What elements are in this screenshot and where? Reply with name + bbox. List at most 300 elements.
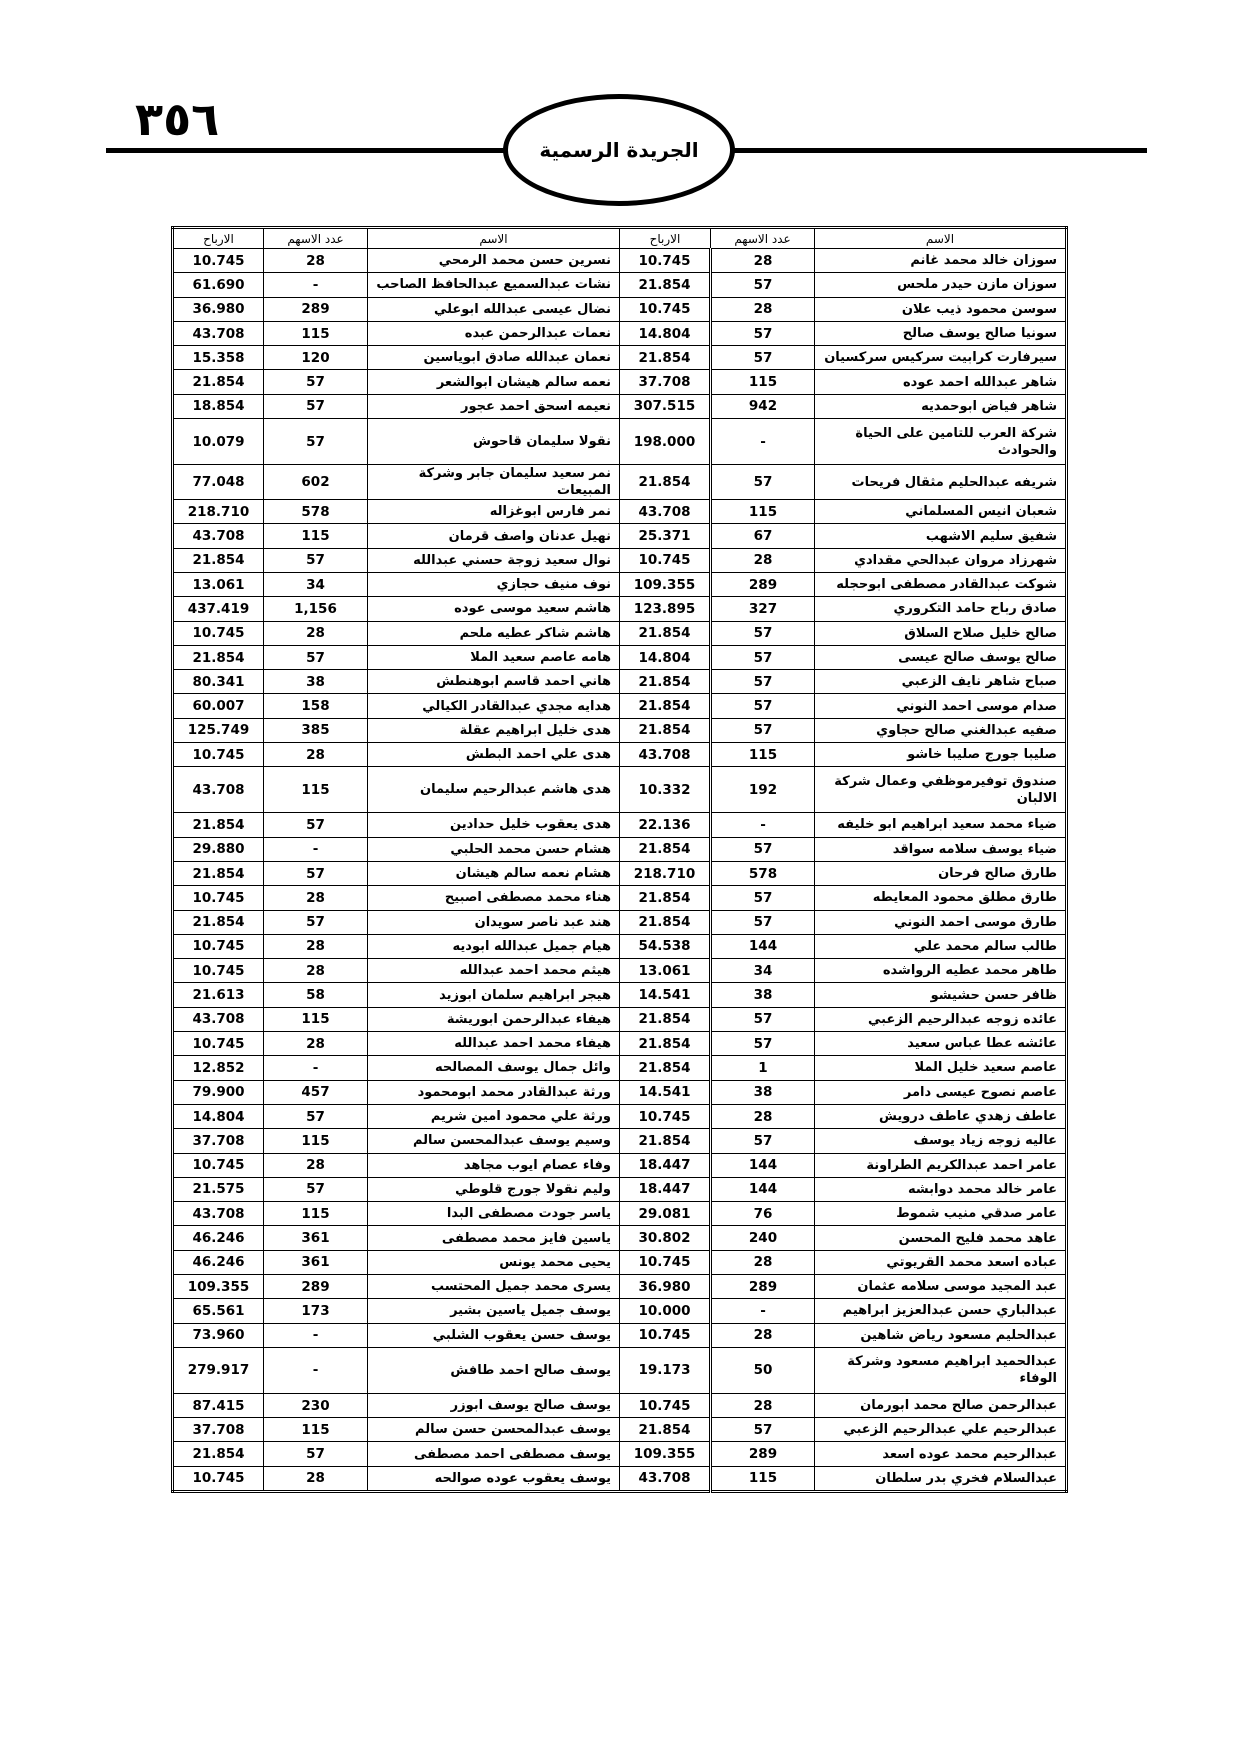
profits-cell: 65.561 xyxy=(173,1299,264,1323)
profits-cell: 15.358 xyxy=(173,346,264,370)
shares-cell: 58 xyxy=(264,983,368,1007)
name-cell: يوسف صالح احمد طافش xyxy=(368,1347,620,1393)
profits-cell: 21.854 xyxy=(173,1442,264,1466)
shares-cell: 115 xyxy=(264,1418,368,1442)
profits-cell: 46.246 xyxy=(173,1250,264,1274)
profits-cell: 36.980 xyxy=(620,1274,711,1298)
shares-cell: - xyxy=(711,1299,815,1323)
profits-cell: 18.854 xyxy=(173,394,264,418)
profits-cell: 36.980 xyxy=(173,297,264,321)
shares-cell: 28 xyxy=(711,297,815,321)
shares-cell: 57 xyxy=(711,1129,815,1153)
name-cell: نعمات عبدالرحمن عبده xyxy=(368,321,620,345)
table-row xyxy=(173,670,1067,694)
table-row xyxy=(173,886,1067,910)
profits-cell: 14.804 xyxy=(620,645,711,669)
shares-cell: 57 xyxy=(711,837,815,861)
name-cell: سوسن محمود ذيب علان xyxy=(815,297,1067,321)
name-cell: سيرفارت كرابيت سركيس سركسيان xyxy=(815,346,1067,370)
shares-cell: 1,156 xyxy=(264,597,368,621)
name-cell: وائل جمال يوسف المصالحه xyxy=(368,1056,620,1080)
name-cell: هشام نعمه سالم هيشان xyxy=(368,861,620,885)
shares-cell: 115 xyxy=(711,1466,815,1491)
name-cell: هشام حسن محمد الحلبي xyxy=(368,837,620,861)
shares-cell: 385 xyxy=(264,718,368,742)
shares-cell: 289 xyxy=(711,572,815,596)
shares-cell: - xyxy=(264,273,368,297)
profits-cell: 79.900 xyxy=(173,1080,264,1104)
profits-cell: 10.745 xyxy=(173,959,264,983)
profits-cell: 10.000 xyxy=(620,1299,711,1323)
shares-cell: 115 xyxy=(264,524,368,548)
name-cell: عامر احمد عبدالكريم الطراونة xyxy=(815,1153,1067,1177)
table-body xyxy=(173,249,1067,1492)
shares-cell: - xyxy=(264,1347,368,1393)
profits-cell: 19.173 xyxy=(620,1347,711,1393)
shares-cell: 28 xyxy=(264,249,368,273)
profits-cell: 21.854 xyxy=(620,1129,711,1153)
table-row xyxy=(173,370,1067,394)
profits-cell: 25.371 xyxy=(620,524,711,548)
table-row xyxy=(173,297,1067,321)
name-cell: نقولا سليمان قاحوش xyxy=(368,419,620,465)
name-cell: هيثم محمد احمد عبدالله xyxy=(368,959,620,983)
name-cell: عبدالرحيم محمد عوده اسعد xyxy=(815,1442,1067,1466)
shares-cell: 144 xyxy=(711,1153,815,1177)
profits-cell: 43.708 xyxy=(620,500,711,524)
name-cell: ضياء محمد سعيد ابراهيم ابو خليفه xyxy=(815,813,1067,837)
profits-cell: 43.708 xyxy=(620,1466,711,1491)
name-cell: ياسر جودت مصطفى البدا xyxy=(368,1202,620,1226)
profits-cell: 123.895 xyxy=(620,597,711,621)
shares-cell: 57 xyxy=(711,886,815,910)
profits-cell: 21.854 xyxy=(620,346,711,370)
shares-cell: 57 xyxy=(711,1418,815,1442)
profits-cell: 46.246 xyxy=(173,1226,264,1250)
name-cell: صباح شاهر نايف الزعبي xyxy=(815,670,1067,694)
table-row xyxy=(173,1056,1067,1080)
shares-cell: 289 xyxy=(264,297,368,321)
name-cell: شاهر فياض ابوحمديه xyxy=(815,394,1067,418)
name-cell: شاهر عبدالله احمد عوده xyxy=(815,370,1067,394)
col-header-shares-left: عدد الاسهم xyxy=(264,228,368,249)
table-row xyxy=(173,645,1067,669)
profits-cell: 21.854 xyxy=(620,837,711,861)
table-row xyxy=(173,548,1067,572)
shares-cell: 115 xyxy=(711,500,815,524)
profits-cell: 10.745 xyxy=(620,1323,711,1347)
shares-cell: 57 xyxy=(711,621,815,645)
name-cell: عائده زوجه عبدالرحيم الزعبي xyxy=(815,1007,1067,1031)
profits-cell: 21.854 xyxy=(173,645,264,669)
table-row xyxy=(173,1153,1067,1177)
name-cell: شريفه عبدالحليم مثقال فريحات xyxy=(815,465,1067,500)
profits-cell: 21.854 xyxy=(620,718,711,742)
name-cell: عبدالرحيم علي عبدالرحيم الزعبي xyxy=(815,1418,1067,1442)
table-row xyxy=(173,767,1067,813)
profits-cell: 21.854 xyxy=(620,465,711,500)
table-row xyxy=(173,959,1067,983)
name-cell: نمر فارس ابوغزاله xyxy=(368,500,620,524)
name-cell: ياسين فايز محمد مصطفى xyxy=(368,1226,620,1250)
name-cell: هامه عاصم سعيد الملا xyxy=(368,645,620,669)
table-row xyxy=(173,1347,1067,1393)
table-row xyxy=(173,694,1067,718)
name-cell: نسرين حسن محمد الرمحي xyxy=(368,249,620,273)
name-cell: صندوق توفيرموظفي وعمال شركة الالبان xyxy=(815,767,1067,813)
profits-cell: 10.745 xyxy=(173,1153,264,1177)
shares-cell: 457 xyxy=(264,1080,368,1104)
shares-cell: 57 xyxy=(264,813,368,837)
shares-cell: 57 xyxy=(264,1442,368,1466)
name-cell: صادق رباح حامد التكروري xyxy=(815,597,1067,621)
profits-cell: 10.745 xyxy=(620,249,711,273)
name-cell: هدى هاشم عبدالرحيم سليمان xyxy=(368,767,620,813)
shares-cell: 57 xyxy=(264,548,368,572)
shares-cell: 57 xyxy=(711,910,815,934)
name-cell: هيام جميل عبدالله ابوديه xyxy=(368,934,620,958)
name-cell: هدى خليل ابراهيم عقلة xyxy=(368,718,620,742)
profits-cell: 10.745 xyxy=(173,1466,264,1491)
table-row xyxy=(173,1080,1067,1104)
table-row xyxy=(173,346,1067,370)
table-row xyxy=(173,1129,1067,1153)
shares-cell: 57 xyxy=(711,273,815,297)
profits-cell: 21.854 xyxy=(173,861,264,885)
shares-cell: 57 xyxy=(711,1007,815,1031)
name-cell: عبدالسلام فخري بدر سلطان xyxy=(815,1466,1067,1491)
shares-cell: 144 xyxy=(711,1177,815,1201)
profits-cell: 109.355 xyxy=(620,1442,711,1466)
gazette-title-oval xyxy=(503,94,735,206)
name-cell: سوزان خالد محمد غانم xyxy=(815,249,1067,273)
shares-cell: 28 xyxy=(711,1104,815,1128)
col-header-name-left: الاسم xyxy=(368,228,620,249)
name-cell: نضال عيسى عبدالله ابوعلي xyxy=(368,297,620,321)
profits-cell: 10.745 xyxy=(620,1393,711,1417)
name-cell: صالح يوسف صالح عيسى xyxy=(815,645,1067,669)
col-header-name-right: الاسم xyxy=(815,228,1067,249)
profits-cell: 109.355 xyxy=(173,1274,264,1298)
shares-cell: 57 xyxy=(711,718,815,742)
name-cell: يحيى محمد يونس xyxy=(368,1250,620,1274)
shares-cell: 57 xyxy=(711,321,815,345)
profits-cell: 10.745 xyxy=(620,1104,711,1128)
name-cell: يسرى محمد جميل المحتسب xyxy=(368,1274,620,1298)
name-cell: عباده اسعد محمد القريوتي xyxy=(815,1250,1067,1274)
name-cell: سوزان مازن حيدر ملحس xyxy=(815,273,1067,297)
shares-cell: 28 xyxy=(711,249,815,273)
profits-cell: 307.515 xyxy=(620,394,711,418)
name-cell: يوسف يعقوب عوده صوالحه xyxy=(368,1466,620,1491)
profits-cell: 218.710 xyxy=(173,500,264,524)
profits-cell: 14.541 xyxy=(620,1080,711,1104)
name-cell: عاصم سعيد خليل الملا xyxy=(815,1056,1067,1080)
profits-cell: 43.708 xyxy=(620,743,711,767)
name-cell: عبدالرحمن صالح محمد ابورمان xyxy=(815,1393,1067,1417)
name-cell: صفيه عبدالغني صالح حجاوي xyxy=(815,718,1067,742)
name-cell: نعمان عبدالله صادق ابوياسين xyxy=(368,346,620,370)
name-cell: هدى علي احمد البطش xyxy=(368,743,620,767)
profits-cell: 10.745 xyxy=(173,886,264,910)
profits-cell: 21.854 xyxy=(620,1056,711,1080)
shares-cell: 230 xyxy=(264,1393,368,1417)
shares-cell: 57 xyxy=(264,910,368,934)
name-cell: عامر خالد محمد دوابشه xyxy=(815,1177,1067,1201)
name-cell: سونيا صالح يوسف صالح xyxy=(815,321,1067,345)
name-cell: وسيم يوسف عبدالمحسن سالم xyxy=(368,1129,620,1153)
shares-cell: 38 xyxy=(711,983,815,1007)
table-row xyxy=(173,1032,1067,1056)
table-row xyxy=(173,983,1067,1007)
table-row xyxy=(173,743,1067,767)
profits-cell: 43.708 xyxy=(173,524,264,548)
table-row xyxy=(173,621,1067,645)
shares-cell: 34 xyxy=(711,959,815,983)
shares-cell: 289 xyxy=(264,1274,368,1298)
profits-cell: 29.081 xyxy=(620,1202,711,1226)
name-cell: يوسف حسن يعقوب الشلبي xyxy=(368,1323,620,1347)
name-cell: صدام موسى احمد النوني xyxy=(815,694,1067,718)
shares-cell: 57 xyxy=(264,645,368,669)
name-cell: طاهر محمد عطيه الرواشده xyxy=(815,959,1067,983)
profits-cell: 198.000 xyxy=(620,419,711,465)
profits-cell: 10.745 xyxy=(173,1032,264,1056)
profits-cell: 109.355 xyxy=(620,572,711,596)
table-row xyxy=(173,718,1067,742)
shares-cell: 57 xyxy=(264,1104,368,1128)
shares-cell: 289 xyxy=(711,1274,815,1298)
profits-cell: 73.960 xyxy=(173,1323,264,1347)
name-cell: هيجر ابراهيم سلمان ابوزيد xyxy=(368,983,620,1007)
name-cell: يوسف مصطفى احمد مصطفى xyxy=(368,1442,620,1466)
col-header-shares-right: عدد الاسهم xyxy=(711,228,815,249)
name-cell: وليم نقولا جورج قلوطي xyxy=(368,1177,620,1201)
table-row xyxy=(173,1418,1067,1442)
profits-cell: 77.048 xyxy=(173,465,264,500)
profits-cell: 22.136 xyxy=(620,813,711,837)
shares-cell: 28 xyxy=(264,1153,368,1177)
profits-cell: 21.854 xyxy=(620,1418,711,1442)
name-cell: هاشم شاكر عطيه ملحم xyxy=(368,621,620,645)
name-cell: عبدالحميد ابراهيم مسعود وشركة الوفاء xyxy=(815,1347,1067,1393)
shares-cell: 57 xyxy=(711,670,815,694)
profits-cell: 61.690 xyxy=(173,273,264,297)
shares-cell: 578 xyxy=(264,500,368,524)
shares-cell: 115 xyxy=(264,321,368,345)
shares-cell: 115 xyxy=(264,1007,368,1031)
shares-cell: 28 xyxy=(264,1466,368,1491)
name-cell: عبدالباري حسن عبدالعزيز ابراهيم xyxy=(815,1299,1067,1323)
shares-cell: 38 xyxy=(711,1080,815,1104)
profits-cell: 37.708 xyxy=(173,1129,264,1153)
name-cell: وفاء عصام ايوب مجاهد xyxy=(368,1153,620,1177)
name-cell: نمر سعيد سليمان جابر وشركة المبيعات xyxy=(368,465,620,500)
shares-cell: 28 xyxy=(711,1250,815,1274)
table-row xyxy=(173,1104,1067,1128)
name-cell: نشات عبدالسميع عبدالحافظ الصاحب xyxy=(368,273,620,297)
profits-cell: 13.061 xyxy=(620,959,711,983)
shares-cell: 28 xyxy=(264,1032,368,1056)
name-cell: عاليه زوجه زياد يوسف xyxy=(815,1129,1067,1153)
table-row xyxy=(173,837,1067,861)
profits-cell: 14.541 xyxy=(620,983,711,1007)
shares-cell: 28 xyxy=(264,934,368,958)
table-row xyxy=(173,394,1067,418)
shares-cell: 942 xyxy=(711,394,815,418)
name-cell: هند عبد ناصر سويدان xyxy=(368,910,620,934)
profits-cell: 21.854 xyxy=(620,910,711,934)
table-row xyxy=(173,1177,1067,1201)
header-rule-right xyxy=(732,148,1147,153)
shares-cell: 50 xyxy=(711,1347,815,1393)
name-cell: ظافر حسن حشيشو xyxy=(815,983,1067,1007)
name-cell: ضياء يوسف سلامه سواقد xyxy=(815,837,1067,861)
shares-cell: 57 xyxy=(711,346,815,370)
name-cell: عبدالحليم مسعود رياض شاهين xyxy=(815,1323,1067,1347)
name-cell: عائشه عطا عباس سعيد xyxy=(815,1032,1067,1056)
profits-cell: 30.802 xyxy=(620,1226,711,1250)
name-cell: صالح خليل صلاح السلاق xyxy=(815,621,1067,645)
profits-cell: 10.745 xyxy=(620,297,711,321)
col-header-profits-right: الارباح xyxy=(620,228,711,249)
table-row xyxy=(173,1007,1067,1031)
profits-cell: 14.804 xyxy=(173,1104,264,1128)
profits-cell: 437.419 xyxy=(173,597,264,621)
name-cell: هيفاء محمد احمد عبدالله xyxy=(368,1032,620,1056)
name-cell: صليبا جورج صليبا خاشو xyxy=(815,743,1067,767)
name-cell: طارق صالح فرحان xyxy=(815,861,1067,885)
shares-cell: 57 xyxy=(711,645,815,669)
shares-cell: 158 xyxy=(264,694,368,718)
name-cell: هاشم سعيد موسى عوده xyxy=(368,597,620,621)
name-cell: شوكت عبدالقادر مصطفى ابوحجله xyxy=(815,572,1067,596)
shares-cell: 38 xyxy=(264,670,368,694)
shares-cell: 57 xyxy=(711,694,815,718)
profits-cell: 21.854 xyxy=(620,886,711,910)
profits-cell: 21.854 xyxy=(620,694,711,718)
shareholders-table xyxy=(171,226,1068,1493)
shares-cell: 289 xyxy=(711,1442,815,1466)
profits-cell: 21.575 xyxy=(173,1177,264,1201)
shares-cell: 28 xyxy=(264,621,368,645)
table-row xyxy=(173,273,1067,297)
shares-cell: 57 xyxy=(711,465,815,500)
gazette-title: الجريدة الرسمية xyxy=(539,138,699,162)
shares-cell: 76 xyxy=(711,1202,815,1226)
profits-cell: 10.079 xyxy=(173,419,264,465)
shares-cell: 240 xyxy=(711,1226,815,1250)
profits-cell: 87.415 xyxy=(173,1393,264,1417)
shares-cell: 115 xyxy=(264,767,368,813)
shares-cell: 120 xyxy=(264,346,368,370)
table-row xyxy=(173,1202,1067,1226)
shares-cell: 115 xyxy=(711,370,815,394)
profits-cell: 54.538 xyxy=(620,934,711,958)
profits-cell: 37.708 xyxy=(620,370,711,394)
profits-cell: 14.804 xyxy=(620,321,711,345)
profits-cell: 60.007 xyxy=(173,694,264,718)
table-row xyxy=(173,1250,1067,1274)
shares-cell: 28 xyxy=(264,743,368,767)
page-number: ٣٥٦ xyxy=(135,92,220,146)
header-rule-left xyxy=(106,148,510,153)
profits-cell: 125.749 xyxy=(173,718,264,742)
table-row xyxy=(173,524,1067,548)
shares-cell: - xyxy=(264,1056,368,1080)
name-cell: يوسف جميل ياسين بشير xyxy=(368,1299,620,1323)
table-row xyxy=(173,1323,1067,1347)
shares-cell: 1 xyxy=(711,1056,815,1080)
shares-cell: 115 xyxy=(264,1202,368,1226)
name-cell: طالب سالم محمد علي xyxy=(815,934,1067,958)
name-cell: عاطف زهدي عاطف درويش xyxy=(815,1104,1067,1128)
name-cell: ورثة علي محمود امين شريم xyxy=(368,1104,620,1128)
shares-cell: 28 xyxy=(264,886,368,910)
name-cell: شعبان انيس المسلماني xyxy=(815,500,1067,524)
shares-cell: - xyxy=(264,1323,368,1347)
profits-cell: 18.447 xyxy=(620,1177,711,1201)
name-cell: طارق موسى احمد النوني xyxy=(815,910,1067,934)
shares-cell: 28 xyxy=(264,959,368,983)
profits-cell: 21.854 xyxy=(620,273,711,297)
name-cell: هيفاء عبدالرحمن ابوريشة xyxy=(368,1007,620,1031)
profits-cell: 12.852 xyxy=(173,1056,264,1080)
shares-cell: 34 xyxy=(264,572,368,596)
profits-cell: 218.710 xyxy=(620,861,711,885)
table-row xyxy=(173,1466,1067,1491)
name-cell: عبد المجيد موسى سلامه عثمان xyxy=(815,1274,1067,1298)
name-cell: نعيمه اسحق احمد عجور xyxy=(368,394,620,418)
profits-cell: 10.745 xyxy=(173,934,264,958)
table-row xyxy=(173,1274,1067,1298)
profits-cell: 10.745 xyxy=(173,249,264,273)
shares-cell: 602 xyxy=(264,465,368,500)
shares-cell: 115 xyxy=(264,1129,368,1153)
profits-cell: 21.854 xyxy=(173,370,264,394)
name-cell: شركة العرب للتامين على الحياة والحوادث xyxy=(815,419,1067,465)
name-cell: يوسف عبدالمحسن حسن سالم xyxy=(368,1418,620,1442)
shares-cell: 115 xyxy=(711,743,815,767)
profits-cell: 43.708 xyxy=(173,1202,264,1226)
shares-cell: - xyxy=(264,837,368,861)
shares-cell: 144 xyxy=(711,934,815,958)
shares-cell: 28 xyxy=(711,548,815,572)
profits-cell: 10.332 xyxy=(620,767,711,813)
profits-cell: 37.708 xyxy=(173,1418,264,1442)
table-row xyxy=(173,813,1067,837)
table-row xyxy=(173,321,1067,345)
name-cell: طارق مطلق محمود المعايطه xyxy=(815,886,1067,910)
table-row xyxy=(173,1226,1067,1250)
name-cell: هاني احمد قاسم ابوهنطش xyxy=(368,670,620,694)
name-cell: نعمه سالم هيشان ابوالشعر xyxy=(368,370,620,394)
shares-cell: 57 xyxy=(264,370,368,394)
profits-cell: 21.854 xyxy=(620,670,711,694)
shares-cell: 173 xyxy=(264,1299,368,1323)
shares-cell: 57 xyxy=(711,1032,815,1056)
shares-cell: 57 xyxy=(264,1177,368,1201)
profits-cell: 21.854 xyxy=(620,1007,711,1031)
profits-cell: 43.708 xyxy=(173,321,264,345)
profits-cell: 18.447 xyxy=(620,1153,711,1177)
profits-cell: 21.854 xyxy=(173,548,264,572)
profits-cell: 10.745 xyxy=(620,548,711,572)
profits-cell: 43.708 xyxy=(173,1007,264,1031)
name-cell: هناء محمد مصطفى اصبيح xyxy=(368,886,620,910)
profits-cell: 43.708 xyxy=(173,767,264,813)
shares-cell: 28 xyxy=(711,1323,815,1347)
